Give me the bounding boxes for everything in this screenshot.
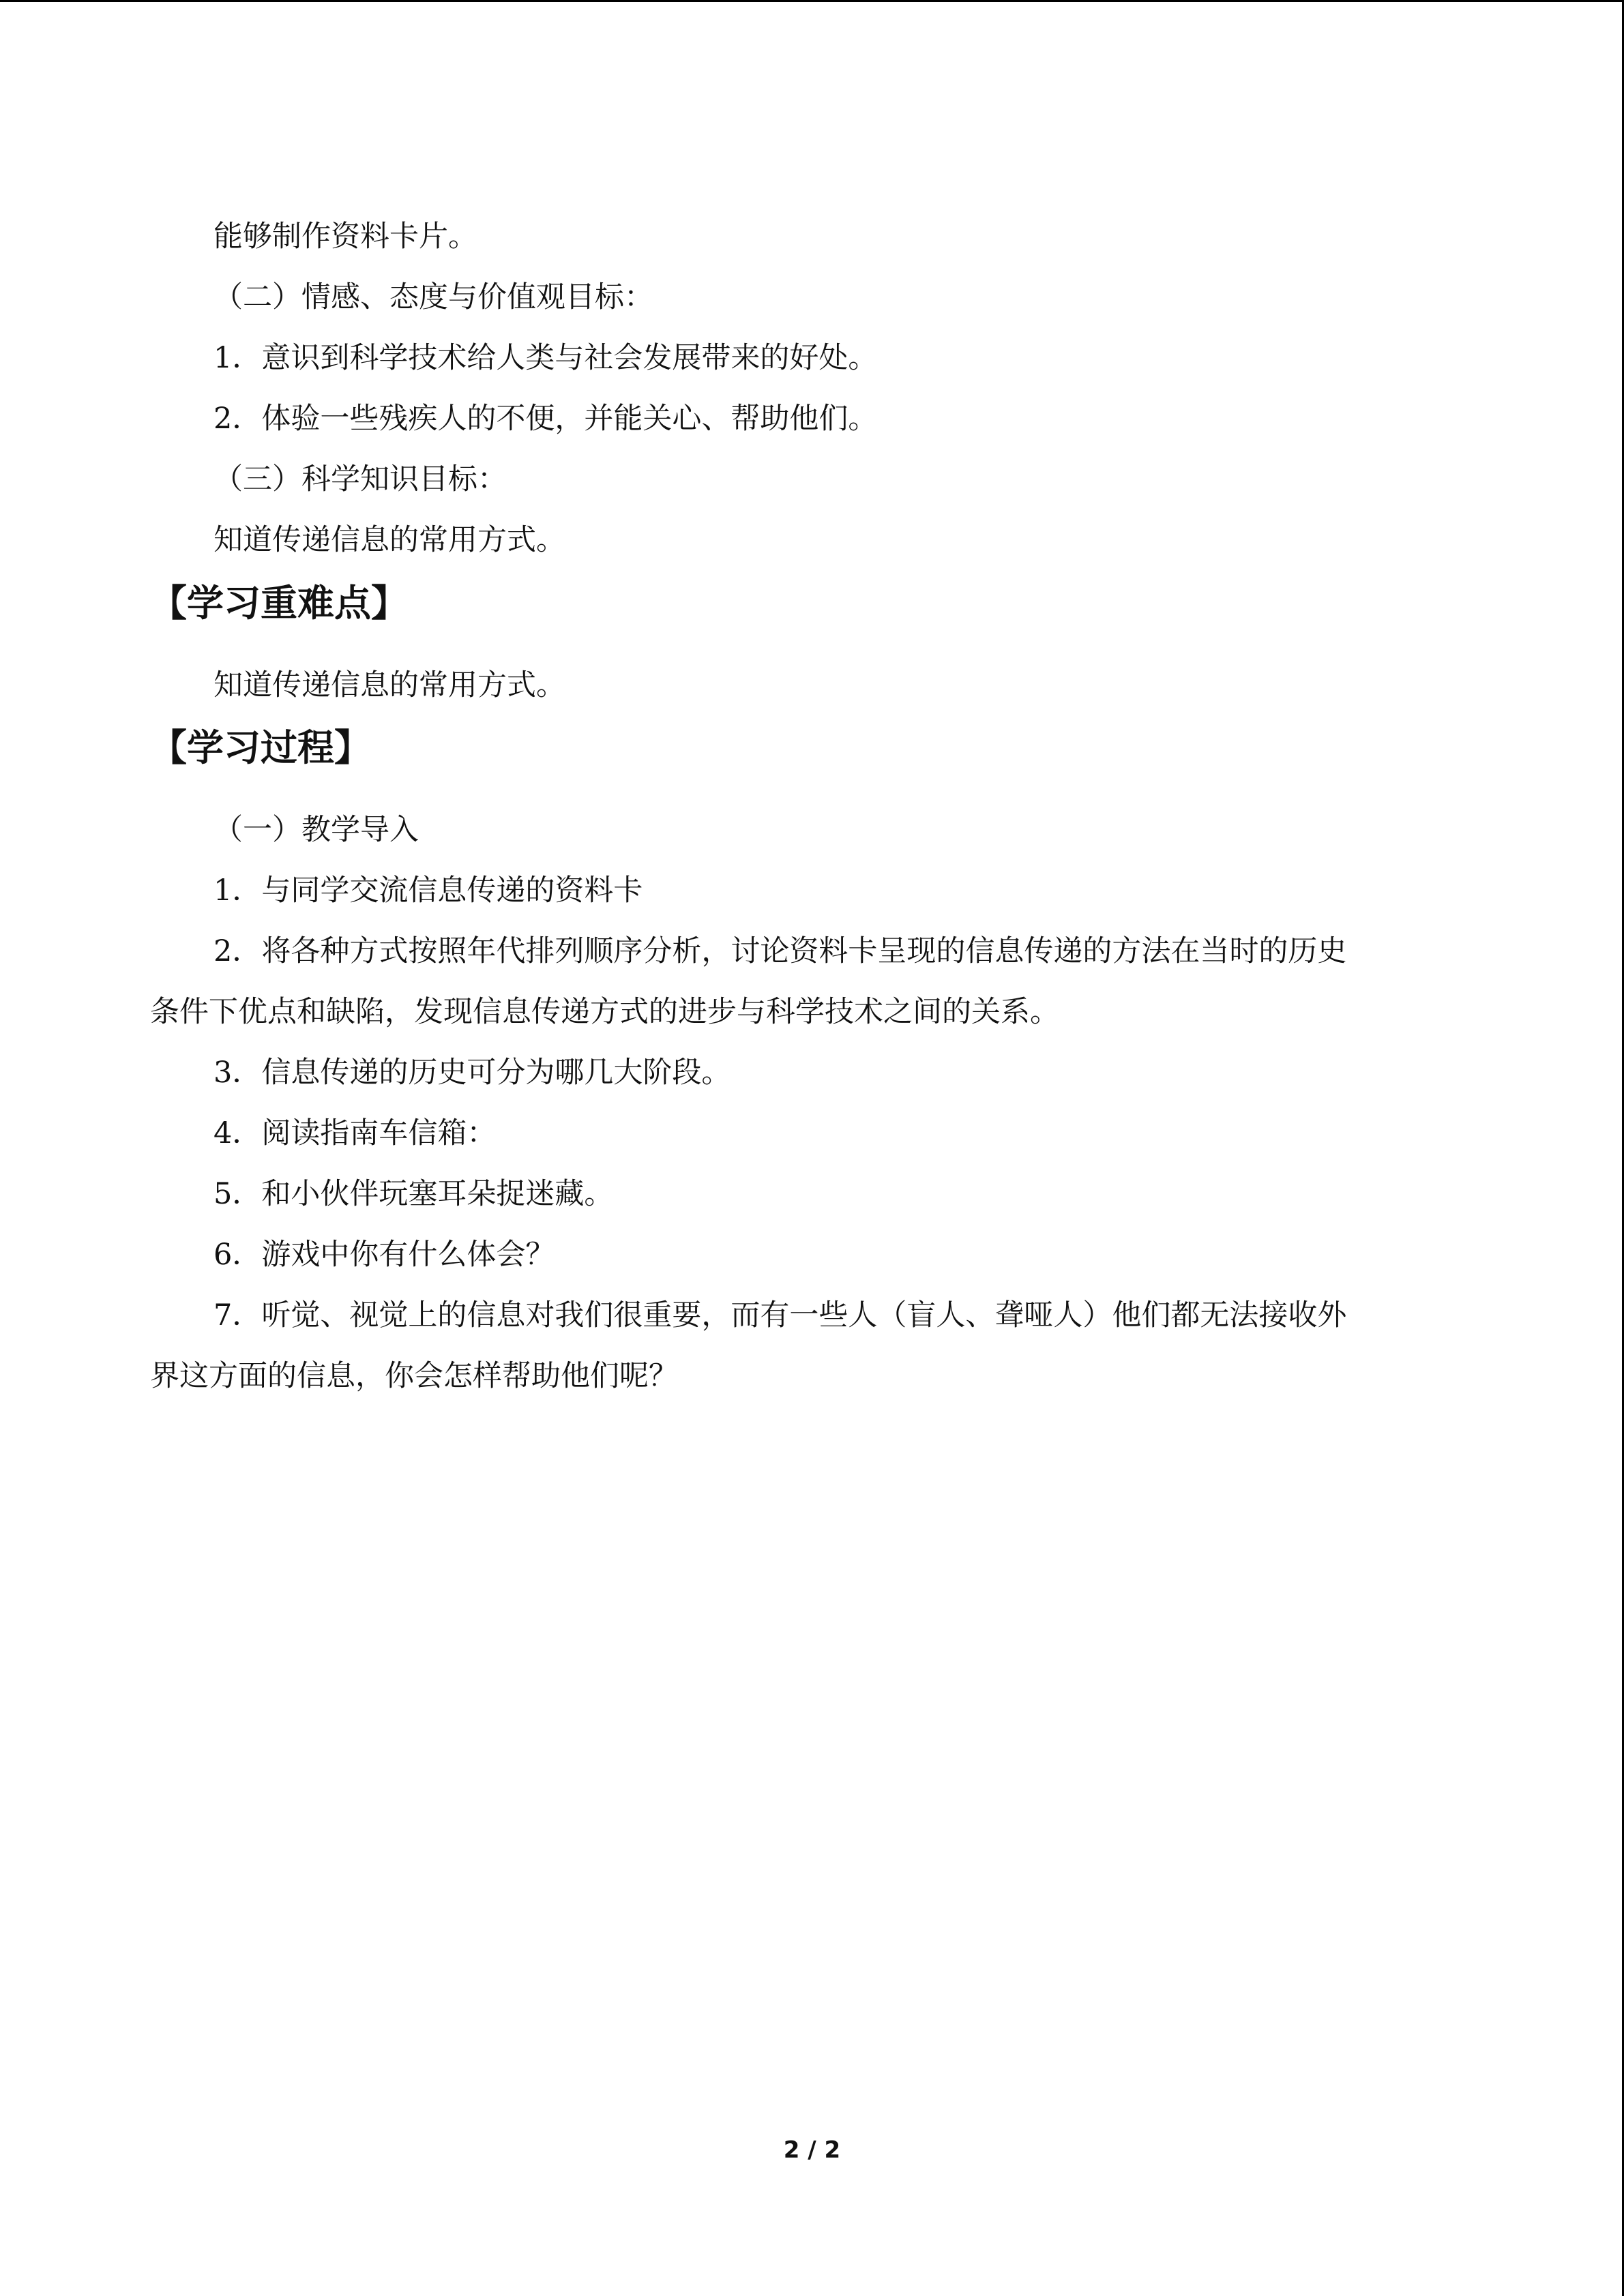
- list-item-7-line-1: 7．听觉、视觉上的信息对我们很重要，而有一些人（盲人、聋哑人）他们都无法接收外: [213, 1298, 1347, 1332]
- page-number: 2 / 2: [783, 2136, 841, 2164]
- paragraph-science-goals: （三）科学知识目标：: [213, 462, 507, 496]
- list-item-2-line-1: 2．将各种方式按照年代排列顺序分析，讨论资料卡呈现的信息传递的方法在当时的历史: [213, 934, 1347, 968]
- list-item-1: 1．与同学交流信息传递的资料卡: [213, 874, 643, 908]
- paragraph-goal-2: 2．体验一些残疾人的不便，并能关心、帮助他们。: [213, 402, 878, 436]
- list-item-3: 3．信息传递的历史可分为哪几大阶段。: [213, 1056, 731, 1090]
- heading-key-points: 【学习重难点】: [150, 582, 408, 625]
- paragraph-intro: （一）教学导入: [213, 813, 419, 847]
- paragraph-key-points: 知道传递信息的常用方式。: [213, 668, 565, 702]
- list-item-5: 5．和小伙伴玩塞耳朵捉迷藏。: [213, 1177, 614, 1211]
- paragraph-emotion-goals: （二）情感、态度与价值观目标：: [213, 280, 653, 314]
- paragraph-goal-1: 1．意识到科学技术给人类与社会发展带来的好处。: [213, 341, 878, 375]
- list-item-7-line-2: 界这方面的信息，你会怎样帮助他们呢？: [150, 1359, 678, 1393]
- paragraph-make-cards: 能够制作资料卡片。: [213, 220, 477, 254]
- list-item-4: 4．阅读指南车信箱：: [213, 1116, 497, 1150]
- list-item-2-line-2: 条件下优点和缺陷，发现信息传递方式的进步与科学技术之间的关系。: [150, 995, 1059, 1029]
- heading-process: 【学习过程】: [150, 726, 371, 769]
- list-item-6: 6．游戏中你有什么体会？: [213, 1238, 555, 1272]
- paragraph-know-methods: 知道传递信息的常用方式。: [213, 523, 565, 557]
